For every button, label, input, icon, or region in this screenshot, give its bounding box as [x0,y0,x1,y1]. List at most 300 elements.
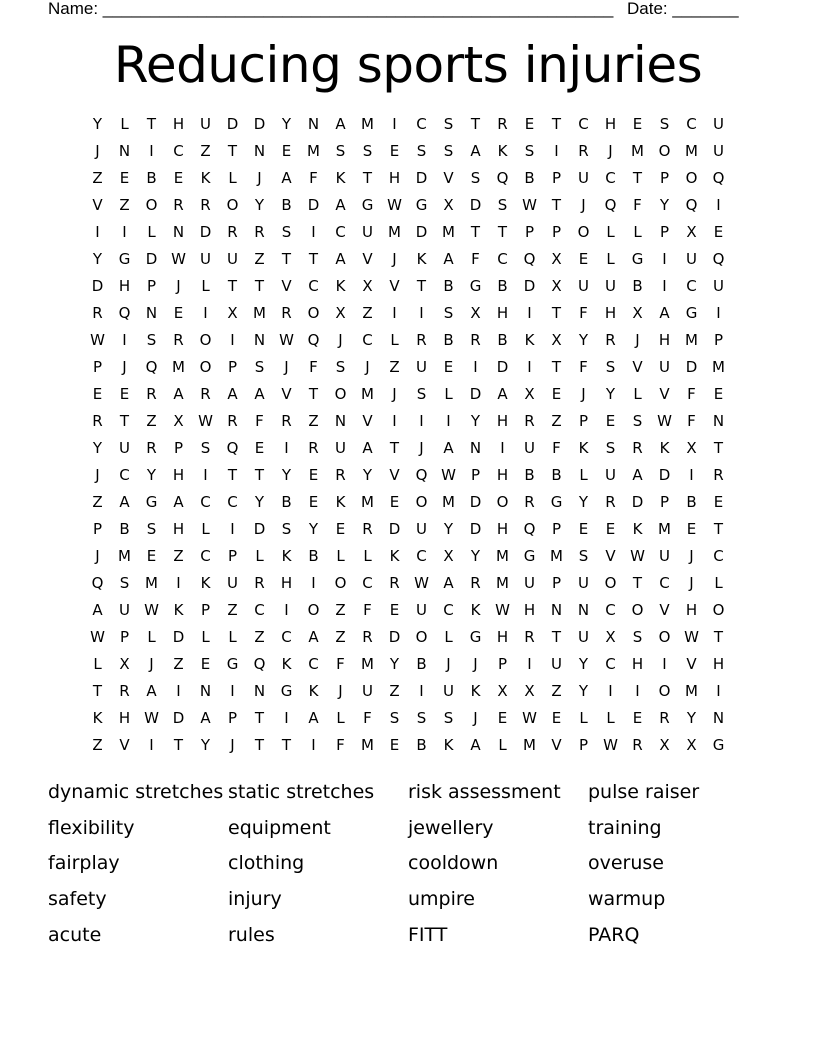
grid-letter: V [605,547,616,565]
grid-letter: A [470,736,481,754]
grid-letter: X [524,385,535,403]
grid-letter: X [551,331,562,349]
grid-letter: G [550,493,563,511]
grid-letter: C [362,574,373,592]
grid-letter: T [551,628,562,646]
grid-letter: S [416,142,427,160]
grid-letter: M [685,682,698,700]
grid-letter: R [659,709,670,727]
word-list-item: risk assessment [408,781,561,803]
grid-letter: Q [91,574,104,592]
grid-letter: U [119,439,130,457]
grid-letter: M [361,736,374,754]
grid-letter: H [172,520,185,538]
grid-letter: D [388,628,401,646]
grid-letter: X [605,628,616,646]
name-field-label: Name: ______________________________________________________ [48,0,614,18]
grid-letter: T [632,169,643,187]
grid-letter: T [254,736,265,754]
grid-letter: G [523,547,536,565]
grid-letter: O [496,493,509,511]
grid-letter: T [254,709,265,727]
grid-letter: X [497,682,508,700]
grid-letter: W [657,412,672,430]
grid-letter: C [362,331,373,349]
grid-letter: L [390,331,399,349]
grid-letter: P [497,655,508,673]
grid-letter: A [659,304,670,322]
grid-letter: W [522,196,537,214]
grid-letter: P [470,466,481,484]
word-list-item: PARQ [588,923,640,946]
grid-letter: F [363,601,372,619]
grid-letter: V [659,385,670,403]
grid-letter: S [362,142,373,160]
grid-letter: H [496,466,509,484]
grid-letter: I [527,655,532,673]
grid-letter: T [119,412,130,430]
grid-letter: W [144,601,159,619]
grid-letter: H [604,304,617,322]
grid-letter: W [90,331,105,349]
grid-row [84,192,734,219]
grid-letter: G [685,304,698,322]
grid-letter: T [254,277,265,295]
grid-letter: B [443,331,454,349]
grid-row [84,381,734,408]
grid-row [84,273,734,300]
grid-letter: I [284,709,289,727]
grid-letter: P [146,277,157,295]
grid-letter: Q [604,196,617,214]
grid-letter: P [227,547,238,565]
grid-letter: A [227,385,238,403]
grid-letter: K [497,142,508,160]
grid-letter: X [173,412,184,430]
grid-letter: J [365,358,370,376]
grid-letter: S [281,223,292,241]
grid-letter: L [336,547,345,565]
grid-letter: L [606,223,615,241]
grid-letter: I [176,574,181,592]
grid-letter: A [335,115,346,133]
grid-row [84,246,734,273]
grid-letter: J [392,385,397,403]
grid-letter: C [173,142,184,160]
grid-letter: I [230,520,235,538]
grid-letter: K [443,736,454,754]
word-list [48,778,768,956]
grid-letter: Y [578,493,589,511]
grid-letter: I [176,682,181,700]
grid-letter: T [227,466,238,484]
grid-letter: K [470,601,481,619]
grid-letter: F [309,169,318,187]
grid-letter: A [443,574,454,592]
grid-letter: A [254,385,265,403]
grid-letter: N [577,601,590,619]
grid-letter: R [470,574,481,592]
page-title: Reducing sports injuries [113,36,703,94]
grid-letter: U [713,142,724,160]
grid-letter: X [227,304,238,322]
grid-letter: U [416,520,427,538]
grid-letter: Z [200,142,211,160]
grid-letter: F [309,358,318,376]
grid-letter: E [308,466,319,484]
grid-letter: H [496,304,509,322]
grid-letter: T [92,682,103,700]
grid-letter: S [335,142,346,160]
grid-letter: W [387,196,402,214]
grid-letter: T [362,169,373,187]
grid-row [84,570,734,597]
grid-letter: M [118,547,131,565]
grid-letter: P [578,736,589,754]
grid-letter: I [122,331,127,349]
grid-letter: Z [173,655,184,673]
grid-letter: E [389,493,400,511]
grid-letter: E [389,601,400,619]
grid-letter: D [145,250,158,268]
grid-letter: O [604,574,617,592]
word-list-item: acute [48,923,102,946]
grid-letter: R [173,331,184,349]
grid-row [84,408,734,435]
grid-letter: L [255,547,264,565]
grid-letter: B [497,277,508,295]
grid-letter: H [523,601,536,619]
grid-letter: J [95,547,100,565]
grid-letter: I [122,223,127,241]
grid-letter: K [335,493,346,511]
grid-row [84,732,734,759]
grid-letter: R [605,493,616,511]
grid-letter: C [416,547,427,565]
grid-letter: U [578,574,589,592]
grid-letter: R [308,439,319,457]
grid-letter: H [388,169,401,187]
grid-letter: V [92,196,103,214]
grid-letter: H [172,466,185,484]
grid-letter: F [363,709,372,727]
grid-letter: M [496,547,509,565]
grid-letter: M [523,736,536,754]
grid-letter: E [551,709,562,727]
grid-letter: S [254,358,265,376]
grid-row [84,489,734,516]
grid-letter: G [280,682,293,700]
grid-letter: T [308,385,319,403]
grid-letter: M [442,223,455,241]
word-list-item: injury [228,888,282,911]
grid-letter: D [415,169,428,187]
grid-letter: K [281,547,292,565]
grid-letter: M [145,574,158,592]
grid-letter: S [281,520,292,538]
grid-letter: Q [712,250,725,268]
grid-letter: R [416,331,427,349]
grid-letter: O [658,682,671,700]
grid-letter: I [473,358,478,376]
grid-letter: R [605,331,616,349]
grid-letter: B [308,547,319,565]
grid-letter: A [470,142,481,160]
grid-letter: J [257,169,262,187]
grid-letter: O [199,331,212,349]
grid-letter: T [470,115,481,133]
grid-letter: C [497,250,508,268]
word-list-item: dynamic stretches [48,781,224,803]
grid-letter: E [605,412,616,430]
grid-letter: W [684,628,699,646]
grid-letter: U [362,682,373,700]
grid-letter: N [199,682,212,700]
grid-letter: I [446,412,451,430]
grid-letter: D [91,277,104,295]
grid-letter: M [253,304,266,322]
grid-letter: L [228,169,237,187]
grid-letter: Z [389,358,400,376]
grid-letter: R [362,628,373,646]
grid-letter: O [712,601,725,619]
grid-letter: W [495,601,510,619]
grid-letter: D [226,115,239,133]
grid-letter: B [524,169,535,187]
grid-letter: P [173,439,184,457]
grid-letter: C [605,169,616,187]
grid-letter: U [578,169,589,187]
grid-letter: L [228,628,237,646]
grid-letter: E [389,736,400,754]
grid-letter: Y [443,520,454,538]
grid-letter: P [200,601,211,619]
grid-letter: B [281,493,292,511]
grid-letter: F [633,196,642,214]
grid-letter: V [551,736,562,754]
grid-letter: Q [712,169,725,187]
grid-letter: S [632,412,643,430]
grid-letter: O [199,358,212,376]
grid-letter: I [716,304,721,322]
grid-letter: R [632,736,643,754]
grid-letter: E [524,115,535,133]
grid-letter: P [551,223,562,241]
grid-letter: E [632,115,643,133]
word-list-item: overuse [588,852,664,875]
grid-letter: O [307,601,320,619]
grid-letter: A [173,385,184,403]
grid-letter: M [685,142,698,160]
grid-letter: Z [92,736,103,754]
grid-letter: F [552,439,561,457]
word-list-item: jewellery [408,816,494,839]
grid-letter: Z [335,601,346,619]
grid-letter: U [227,574,238,592]
grid-letter: V [281,385,292,403]
grid-letter: X [551,277,562,295]
grid-letter: V [686,655,697,673]
word-list-item: training [588,816,662,839]
grid-letter: C [200,547,211,565]
grid-letter: K [200,574,211,592]
grid-letter: R [362,520,373,538]
grid-letter: J [581,196,586,214]
grid-letter: T [713,628,724,646]
grid-letter: E [713,223,724,241]
grid-letter: B [416,655,427,673]
grid-letter: E [605,520,616,538]
grid-letter: Q [415,466,428,484]
grid-letter: R [524,493,535,511]
grid-letter: N [145,304,158,322]
grid-letter: I [419,304,424,322]
grid-letter: Y [200,736,211,754]
grid-letter: R [497,115,508,133]
grid-letter: T [713,520,724,538]
grid-letter: L [147,223,156,241]
grid-letter: D [388,520,401,538]
grid-letter: E [578,250,589,268]
grid-letter: K [632,520,643,538]
grid-letter: B [686,493,697,511]
grid-letter: R [146,439,157,457]
grid-letter: E [713,385,724,403]
grid-letter: M [496,574,509,592]
grid-letter: Y [281,466,292,484]
grid-letter: C [227,493,238,511]
grid-letter: E [173,304,184,322]
grid-letter: A [308,709,319,727]
word-list-item: warmup [588,888,666,911]
grid-letter: Z [173,547,184,565]
grid-letter: E [281,142,292,160]
grid-letter: I [149,142,154,160]
grid-letter: V [362,250,373,268]
grid-letter: G [469,628,482,646]
grid-letter: X [686,223,697,241]
grid-letter: U [659,547,670,565]
grid-letter: Y [308,520,319,538]
grid-row [84,138,734,165]
grid-letter: E [308,493,319,511]
grid-letter: K [470,682,481,700]
grid-letter: M [361,115,374,133]
grid-letter: Y [578,655,589,673]
grid-letter: U [200,250,211,268]
grid-letter: I [419,682,424,700]
grid-letter: A [173,493,184,511]
grid-letter: S [416,709,427,727]
grid-letter: Y [470,412,481,430]
grid-letter: L [579,466,588,484]
grid-letter: H [280,574,293,592]
grid-letter: T [470,223,481,241]
grid-letter: N [253,682,266,700]
grid-letter: J [338,682,343,700]
grid-letter: L [444,628,453,646]
grid-letter: G [145,493,158,511]
grid-letter: E [254,439,265,457]
grid-letter: J [95,142,100,160]
grid-letter: V [281,277,292,295]
grid-letter: D [523,277,536,295]
grid-letter: E [578,520,589,538]
grid-letter: O [145,196,158,214]
grid-letter: J [419,439,424,457]
grid-letter: U [524,439,535,457]
grid-letter: D [631,493,644,511]
grid-letter: Y [605,385,616,403]
grid-letter: G [631,250,644,268]
grid-letter: S [146,331,157,349]
grid-letter: L [363,547,372,565]
grid-letter: L [606,709,615,727]
grid-letter: K [92,709,103,727]
grid-letter: Q [118,304,131,322]
grid-letter: E [632,709,643,727]
grid-letter: O [226,196,239,214]
grid-letter: A [200,709,211,727]
grid-letter: T [227,142,238,160]
grid-letter: Y [362,466,373,484]
grid-letter: B [497,331,508,349]
grid-row [84,165,734,192]
grid-letter: P [551,169,562,187]
grid-row [84,300,734,327]
grid-letter: U [713,277,724,295]
grid-letter: P [92,520,103,538]
grid-letter: V [659,601,670,619]
grid-letter: T [281,250,292,268]
grid-letter: U [713,115,724,133]
grid-letter: I [689,466,694,484]
grid-letter: R [524,628,535,646]
grid-letter: D [658,466,671,484]
grid-letter: N [550,601,563,619]
grid-row [84,435,734,462]
grid-letter: T [281,736,292,754]
grid-letter: E [443,358,454,376]
grid-letter: T [308,250,319,268]
grid-letter: F [471,250,480,268]
grid-letter: R [92,304,103,322]
grid-letter: S [119,574,130,592]
word-list-item: static stretches [228,781,375,803]
grid-letter: A [92,601,103,619]
grid-letter: C [578,115,589,133]
grid-letter: R [92,412,103,430]
grid-letter: T [254,466,265,484]
grid-letter: I [527,304,532,322]
word-list-item: safety [48,888,107,911]
grid-letter: I [716,682,721,700]
grid-letter: R [632,439,643,457]
grid-letter: W [630,547,645,565]
grid-row [84,111,734,138]
grid-letter: L [633,223,642,241]
grid-letter: N [118,142,131,160]
grid-letter: R [173,196,184,214]
grid-letter: B [416,736,427,754]
grid-letter: H [631,655,644,673]
grid-letter: I [284,439,289,457]
grid-letter: Z [227,601,238,619]
grid-letter: B [524,466,535,484]
grid-letter: Y [578,682,589,700]
grid-letter: P [227,358,238,376]
grid-letter: D [469,493,482,511]
